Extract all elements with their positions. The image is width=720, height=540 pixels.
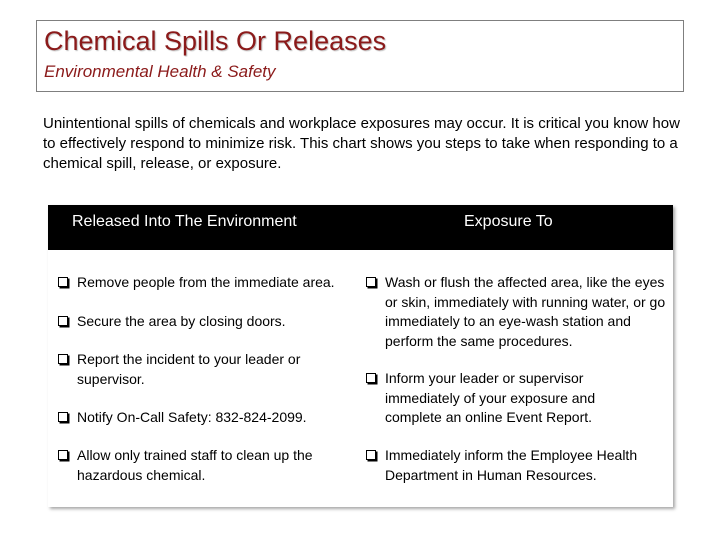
list-item xyxy=(58,312,358,332)
list-item xyxy=(58,273,358,293)
list-item xyxy=(366,446,671,485)
list-item-text: Notify On-Call Safety: 832-824-2099. xyxy=(77,409,307,425)
checkbox-bullet-icon xyxy=(366,373,376,383)
list-item xyxy=(58,408,358,428)
list-item xyxy=(366,369,636,428)
page-title: Chemical Spills Or Releases xyxy=(44,26,387,56)
header-box xyxy=(36,20,684,92)
list-item-text: Allow only trained staff to clean up the hazardous chemical. xyxy=(77,447,313,483)
list-item-text: Wash or flush the affected area, like the eyes or skin, immediately with running water, or go immediately to an eye-wash station and perform the same procedures. xyxy=(385,274,666,349)
checkbox-bullet-icon xyxy=(58,412,68,422)
list-item-text: Secure the area by closing doors. xyxy=(77,313,286,329)
column-header-environment: Released Into The Environment xyxy=(72,213,297,230)
checkbox-bullet-icon xyxy=(58,450,68,460)
page-subtitle: Environmental Health & Safety xyxy=(44,62,276,81)
checkbox-bullet-icon xyxy=(58,277,68,287)
checkbox-bullet-icon xyxy=(58,316,68,326)
list-item-text: Remove people from the immediate area. xyxy=(77,274,335,290)
list-item-text: Report the incident to your leader or supervisor. xyxy=(77,351,301,387)
list-item xyxy=(58,446,343,485)
checkbox-bullet-icon xyxy=(58,354,68,364)
checkbox-bullet-icon xyxy=(366,277,376,287)
list-item-text: Immediately inform the Employee Health Department in Human Resources. xyxy=(385,447,638,483)
checkbox-bullet-icon xyxy=(366,450,376,460)
list-item-text: Inform your leader or supervisor immediately of your exposure and complete an online Event Report. xyxy=(385,370,596,425)
table-header-row xyxy=(48,205,673,250)
list-item xyxy=(58,350,328,389)
intro-paragraph: Unintentional spills of chemicals and workplace exposures may occur. It is critical you know how to effectively respond to minimize risk. This chart shows you steps to take when responding to a chemical spill, release, or exposure. xyxy=(43,115,680,172)
list-item xyxy=(366,273,671,351)
column-header-exposure: Exposure To xyxy=(464,213,553,230)
